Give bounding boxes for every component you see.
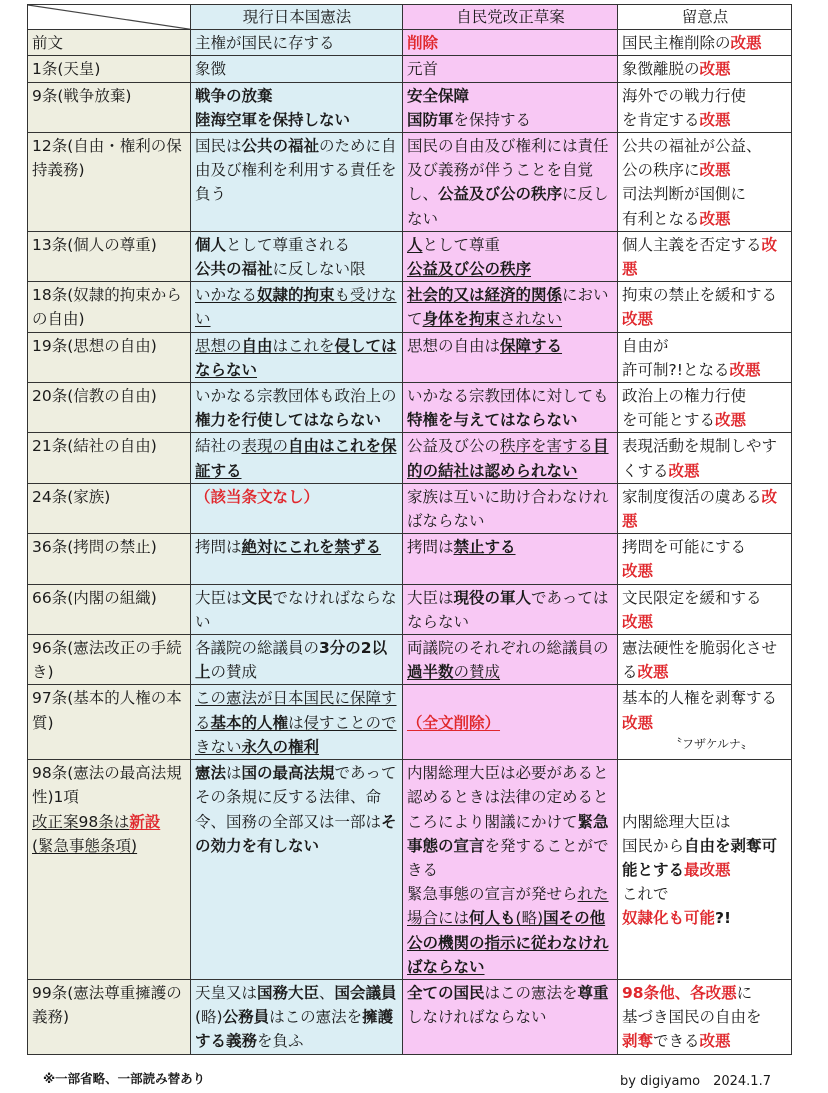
highlight-text: （該当条文なし）: [195, 487, 320, 506]
notes-cell: [618, 30, 792, 56]
cell-text: いかなる宗教団体も政治上の: [195, 387, 397, 406]
cell-text: 前文: [32, 34, 64, 53]
cell-text: 個人主義を否定する: [622, 235, 762, 254]
cell-text: 思想の: [195, 336, 242, 355]
cell-text: されない: [500, 310, 563, 329]
cell-text: 36条(拷問の禁止): [32, 538, 157, 557]
highlight-text: 奴隷化も可能: [622, 909, 716, 928]
cell-text: 24条(家族): [32, 487, 111, 506]
cell-text: 国民の自由及び権利には責任及び義務が伴うことを自覚し、: [407, 137, 609, 204]
cell-text: は: [226, 764, 242, 783]
cell-text: 21条(結社の自由): [32, 437, 157, 456]
cell-text: として尊重される: [226, 235, 351, 254]
cell-text: 権力を行使してはならない: [195, 411, 382, 430]
cell-text: いかなる: [195, 286, 258, 305]
cell-text: 自由が: [622, 336, 669, 355]
current-text-cell: [191, 685, 403, 760]
cell-text: 公共の福祉: [195, 260, 273, 279]
ldp-draft-cell: [403, 56, 618, 82]
cell-text: 奴隷的拘束: [257, 286, 335, 305]
ldp-draft-cell: [403, 82, 618, 132]
table-row: [28, 82, 792, 132]
cell-text: この憲法が日本国民に保障する: [195, 689, 397, 732]
constitution-comparison-table: [27, 4, 792, 1055]
cell-text: 拷問を可能にする: [622, 538, 747, 557]
article-cell: [28, 282, 191, 332]
cell-text: 家制度復活の虞ある: [622, 487, 762, 506]
highlight-text: 改悪: [668, 461, 700, 480]
cell-text: 安全保障: [407, 86, 470, 105]
cell-text: 基本的人権: [210, 713, 289, 732]
current-text-cell: [191, 56, 403, 82]
current-text-cell: [191, 760, 403, 980]
current-text-cell: [191, 584, 403, 634]
cell-text: 主権が国民に存する: [195, 34, 335, 53]
article-cell: [28, 584, 191, 634]
cell-text: 目的の結社は認められない: [407, 437, 609, 480]
cell-text: 思想の自由は: [407, 336, 501, 355]
cell-text: に: [736, 983, 753, 1002]
table-row: [28, 133, 792, 232]
cell-text: 永久の権利: [241, 737, 320, 756]
cell-text: 20条(信教の自由): [32, 387, 157, 406]
table-row: [28, 685, 792, 760]
cell-text: 社会的又は経済的関係: [407, 286, 563, 305]
table-body: [28, 30, 792, 1054]
ldp-draft-cell: [403, 635, 618, 685]
cell-text: 司法判断が国側に: [622, 185, 747, 204]
cell-text: を発することができる: [407, 836, 609, 879]
cell-text: 97条(基本的人権の本質): [32, 689, 182, 732]
cell-text: 陸海空軍を保持しない: [195, 110, 351, 129]
cell-text: 人: [407, 235, 423, 254]
cell-text: 結社の: [195, 437, 242, 456]
highlight-text: 最改悪: [684, 860, 731, 879]
article-cell: [28, 760, 191, 980]
cell-text: 内閣総理大臣は必要があると認めるときは法律の定めるところにより閣議にかけて: [407, 764, 609, 831]
article-cell: [28, 635, 191, 685]
header-ldp-draft: 自民党改正草案: [403, 5, 618, 30]
cell-text: の賛成: [210, 663, 258, 682]
cell-text: はこの憲法を: [484, 983, 578, 1002]
article-cell: [28, 483, 191, 533]
ldp-draft-cell: [403, 979, 618, 1054]
highlight-text: 改悪: [637, 663, 669, 682]
cell-text: は侵すことのできない: [195, 713, 397, 756]
highlight-text: 改悪: [699, 1032, 731, 1051]
credit-line: by digiyamo 2024.1.7: [620, 1074, 771, 1089]
cell-text: を可能とする: [622, 411, 716, 430]
cell-text: 侵してはならない: [195, 336, 397, 379]
article-cell: [28, 332, 191, 382]
table-row: [28, 584, 792, 634]
cell-text: 基本的人権を剥奪する: [622, 689, 778, 708]
table-row: [28, 282, 792, 332]
cell-text: 保障する: [500, 336, 563, 355]
cell-text: 基づき国民の自由を: [622, 1008, 762, 1027]
notes-cell: [618, 332, 792, 382]
cell-text: 公共の福祉: [241, 137, 320, 156]
cell-text: 身体を拘束: [422, 310, 501, 329]
cell-text: 禁止する: [453, 538, 516, 557]
cell-text: 許可制?!となる: [622, 360, 730, 379]
table-row: [28, 635, 792, 685]
highlight-text: 98条他、各改悪: [622, 983, 737, 1002]
header-notes: 留意点: [618, 5, 792, 30]
cell-text: いかなる宗教団体に対しても: [407, 387, 609, 406]
table-row: [28, 56, 792, 82]
ldp-draft-cell: [403, 760, 618, 980]
article-cell: [28, 56, 191, 82]
cell-text: において: [407, 286, 609, 329]
cell-text: 憲法硬性を脆弱化させる: [622, 639, 778, 682]
notes-cell: [618, 433, 792, 483]
cell-text: も受けない: [195, 286, 397, 329]
highlight-text: 削除: [407, 34, 439, 53]
cell-text: 過半数: [407, 663, 454, 682]
cell-text: 秩序を害する: [500, 437, 594, 456]
cell-text: (略): [195, 1008, 223, 1027]
cell-text: 自由: [241, 336, 273, 355]
current-text-cell: [191, 383, 403, 433]
article-cell: [28, 534, 191, 584]
cell-text: 18条(奴隷的拘束からの自由): [32, 286, 182, 329]
cell-text: 有利となる: [622, 209, 700, 228]
cell-text: を負ふ: [257, 1032, 304, 1051]
notes-cell: [618, 82, 792, 132]
highlight-text: （全文削除）: [407, 713, 501, 732]
cell-text: に反しない: [407, 185, 609, 228]
cell-text: 66条(内閣の組織): [32, 588, 157, 607]
cell-text: 国防軍: [407, 110, 454, 129]
article-cell: [28, 433, 191, 483]
current-text-cell: [191, 231, 403, 281]
article-cell: [28, 133, 191, 232]
cell-text: 公の秩序に: [622, 161, 700, 180]
notes-cell: [618, 133, 792, 232]
highlight-text: 新設: [129, 812, 161, 831]
table-row: [28, 433, 792, 483]
ldp-draft-cell: [403, 133, 618, 232]
cell-text: でなければならない: [195, 588, 397, 631]
cell-text: 自由はこれを保証する: [195, 437, 397, 480]
current-text-cell: [191, 133, 403, 232]
cell-text: 家族は互いに助け合わなければならない: [407, 487, 609, 531]
cell-text: 両議院のそれぞれの総議員の: [407, 639, 609, 658]
notes-cell: [618, 760, 792, 980]
article-cell: [28, 685, 191, 760]
cell-text: 公益及び公の秩序: [438, 185, 563, 204]
cell-text: の賛成: [453, 663, 501, 682]
cell-text: はこの憲法を: [269, 1008, 363, 1027]
table-row: [28, 30, 792, 56]
table-row: [28, 483, 792, 533]
cell-text: 国の最高法規: [241, 764, 335, 783]
cell-text: 文民限定を緩和する: [622, 588, 762, 607]
article-cell: [28, 82, 191, 132]
current-text-cell: [191, 30, 403, 56]
cell-text: 拷問は: [195, 538, 242, 557]
cell-text: 国民は: [195, 137, 242, 156]
table-row: [28, 979, 792, 1054]
cell-text: 元首: [407, 60, 439, 79]
highlight-text: 剥奪: [622, 1032, 654, 1051]
cell-text: 特権を与えてはならない: [407, 411, 578, 430]
cell-text: 内閣総理大臣は: [622, 812, 731, 831]
ldp-draft-cell: [403, 383, 618, 433]
current-text-cell: [191, 483, 403, 533]
notes-cell: [618, 231, 792, 281]
cell-text: その効力を有しない: [195, 812, 397, 855]
cell-text: 象徴: [195, 60, 227, 79]
notes-cell: [618, 56, 792, 82]
cell-text: 99条(憲法尊重擁護の義務): [32, 983, 182, 1027]
cell-text: ?!: [715, 909, 732, 928]
header-corner-diagonal: [28, 5, 191, 30]
aside-remark: 〝フザケルナ〟: [670, 736, 753, 751]
cell-text: はこれを: [272, 336, 335, 355]
cell-text: 改正案98条は: [32, 812, 130, 831]
cell-text: を保持する: [453, 110, 532, 129]
cell-text: できる: [653, 1032, 700, 1051]
cell-text: れた場合には: [407, 885, 609, 928]
cell-text: 各議院の総議員の: [195, 639, 320, 658]
article-cell: [28, 383, 191, 433]
footnote: ※一部省略、一部読み替あり: [43, 1071, 206, 1086]
notes-cell: [618, 979, 792, 1054]
cell-text: 1条(天皇): [32, 60, 101, 79]
diagonal-line-icon: [28, 5, 190, 29]
ldp-draft-cell: [403, 30, 618, 56]
highlight-text: 改悪: [699, 110, 731, 129]
cell-text: 拘束の禁止を緩和する: [622, 286, 778, 305]
cell-text: 国その他公の機関の指示に従わなければならない: [407, 909, 609, 976]
ldp-draft-cell: [403, 231, 618, 281]
cell-text: 拷問は: [407, 538, 454, 557]
ldp-draft-cell: [403, 282, 618, 332]
current-text-cell: [191, 332, 403, 382]
cell-text: 3分の2以上: [195, 639, 388, 682]
table-row: [28, 231, 792, 281]
notes-cell: [618, 584, 792, 634]
cell-text: 公益及び公の: [407, 437, 501, 456]
highlight-text: 改悪: [622, 310, 654, 329]
ldp-draft-cell: [403, 584, 618, 634]
table-row: [28, 534, 792, 584]
cell-text: 大臣は: [407, 588, 454, 607]
cell-text: 98条(憲法の最高法規性)1項: [32, 764, 182, 807]
article-cell: [28, 979, 191, 1054]
current-text-cell: [191, 282, 403, 332]
cell-text: 国会議員: [334, 983, 397, 1002]
cell-text: 絶対にこれを禁ずる: [241, 538, 382, 557]
cell-text: 公益及び公の秩序: [407, 260, 532, 279]
cell-text: 戦争の放棄: [195, 86, 273, 105]
cell-text: 公共の福祉が公益、: [622, 137, 762, 156]
cell-text: 国務大臣: [257, 983, 320, 1002]
current-text-cell: [191, 433, 403, 483]
current-text-cell: [191, 635, 403, 685]
cell-text: 現役の軍人: [453, 588, 532, 607]
cell-text: 大臣は: [195, 588, 242, 607]
highlight-text: 改悪: [622, 235, 778, 279]
cell-text: 全ての国民: [407, 983, 485, 1002]
cell-text: 、: [319, 983, 335, 1002]
cell-text: 自由を剥奪可能とする: [622, 836, 778, 879]
highlight-text: 改悪: [730, 34, 762, 53]
cell-text: 国民主権削除の: [622, 34, 731, 53]
ldp-draft-cell: [403, 534, 618, 584]
cell-text: 象徴離脱の: [622, 60, 700, 79]
highlight-text: 改悪: [729, 360, 761, 379]
notes-cell: [618, 282, 792, 332]
cell-text: であってはならない: [407, 588, 609, 631]
cell-text: これで: [622, 885, 669, 904]
highlight-text: 改悪: [699, 60, 731, 79]
cell-text: (略): [515, 909, 544, 928]
cell-text: 海外での戦力行使: [622, 86, 747, 105]
cell-text: 政治上の権力行使: [622, 387, 747, 406]
notes-cell: [618, 635, 792, 685]
cell-text: 表現活動を規制しやすくする: [622, 437, 778, 480]
cell-text: しなければならない: [407, 1008, 547, 1027]
cell-text: 19条(思想の自由): [32, 336, 157, 355]
ldp-draft-cell: [403, 433, 618, 483]
cell-text: 尊重: [577, 983, 609, 1002]
notes-cell: [618, 685, 792, 760]
cell-text: 96条(憲法改正の手続き): [32, 639, 182, 682]
highlight-text: 改悪: [622, 713, 654, 732]
article-cell: [28, 30, 191, 56]
cell-text: 個人: [195, 235, 227, 254]
cell-text: に反しない限: [272, 260, 366, 279]
current-text-cell: [191, 82, 403, 132]
cell-text: 13条(個人の尊重): [32, 235, 157, 254]
cell-text: を肯定する: [622, 110, 700, 129]
cell-text: として尊重: [422, 235, 501, 254]
cell-text: 9条(戦争放棄): [32, 86, 132, 105]
cell-text: であってその条規に反する法律、命令、国務の全部又は一部は: [195, 764, 397, 831]
highlight-text: 改悪: [622, 487, 778, 531]
highlight-text: 改悪: [715, 411, 747, 430]
cell-text: 憲法: [195, 764, 227, 783]
cell-text: 国民から: [622, 836, 685, 855]
highlight-text: 改悪: [699, 161, 731, 180]
highlight-text: 改悪: [622, 612, 654, 631]
comparison-table-container: [27, 4, 791, 1055]
notes-cell: [618, 483, 792, 533]
cell-text: 表現の: [241, 437, 289, 456]
current-text-cell: [191, 534, 403, 584]
highlight-text: 改悪: [622, 562, 654, 581]
cell-text: 何人も: [469, 909, 516, 928]
cell-text: (緊急事態条項): [32, 836, 138, 855]
cell-text: 12条(自由・権利の保持義務): [32, 137, 182, 180]
article-cell: [28, 231, 191, 281]
highlight-text: 改悪: [699, 209, 731, 228]
header-row: [28, 5, 792, 30]
cell-text: 緊急事態の宣言: [407, 812, 609, 855]
ldp-draft-cell: [403, 685, 618, 760]
table-row: [28, 760, 792, 980]
cell-text: 公務員: [222, 1008, 270, 1027]
ldp-draft-cell: [403, 483, 618, 533]
cell-text: 擁護する義務: [195, 1008, 394, 1051]
cell-text: のために自由及び権利を利用する責任を負う: [195, 137, 397, 204]
table-row: [28, 332, 792, 382]
ldp-draft-cell: [403, 332, 618, 382]
cell-text: 天皇又は: [195, 983, 258, 1002]
header-current-constitution: 現行日本国憲法: [191, 5, 403, 30]
cell-text: 緊急事態の宣言が発せら: [407, 885, 578, 904]
cell-text: 文民: [241, 588, 273, 607]
current-text-cell: [191, 979, 403, 1054]
table-row: [28, 383, 792, 433]
notes-cell: [618, 383, 792, 433]
notes-cell: [618, 534, 792, 584]
